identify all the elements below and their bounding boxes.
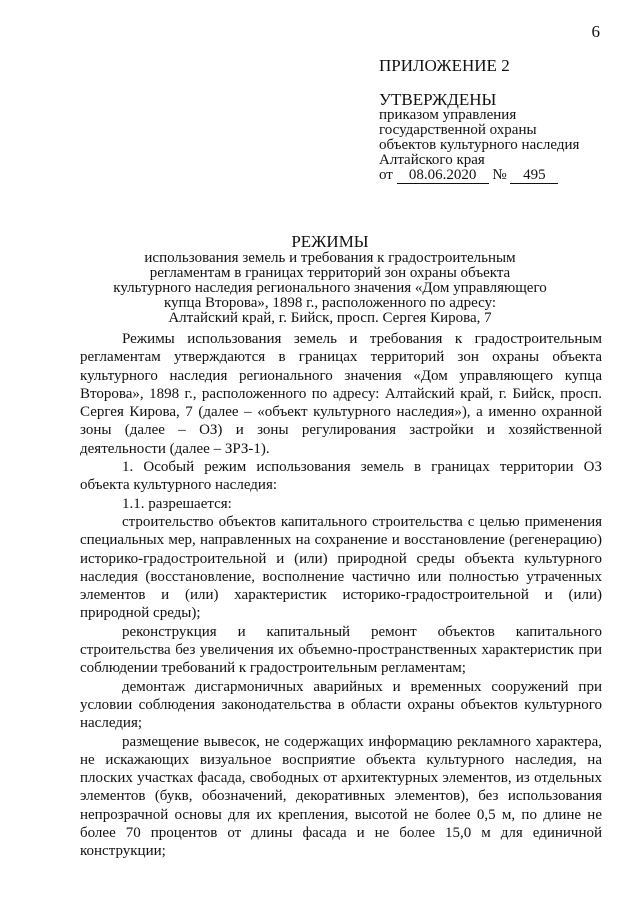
order-number: 495: [510, 168, 558, 184]
approval-block: [379, 58, 619, 184]
document-title-block: [80, 233, 580, 326]
document-title: РЕЖИМЫ: [291, 232, 369, 251]
body-paragraph: строительство объектов капитального строительства с целью применения специальных мер, направленных на сохранение и восстановление (регенерацию) историко-градостроительной и (или) природной среды объекта культурного наследия (восстановление, восполнение частично или полностью утраченных элементов и (или) характеристик историко-градостроительной и (или) природной среды);: [80, 513, 602, 622]
order-date-line: [379, 168, 619, 184]
number-sign: №: [492, 167, 507, 183]
body-paragraph: реконструкция и капитальный ремонт объектов капитального строительства без увеличения их объемно-пространственных характеристик при соблюдении требований к градостроительным регламентам;: [80, 623, 602, 677]
document-body: [80, 330, 602, 861]
approval-line: объектов культурного наследия: [379, 137, 580, 153]
subtitle-line: использования земель и требования к градостроительным: [144, 250, 516, 266]
date-prefix: от: [379, 167, 393, 183]
subtitle-line: Алтайский край, г. Бийск, просп. Сергея Кирова, 7: [168, 310, 492, 326]
body-paragraph: 1. Особый режим использования земель в границах территории ОЗ объекта культурного наследия:: [80, 459, 602, 494]
page-number: 6: [591, 22, 600, 41]
body-paragraph: Режимы использования земель и требования к градостроительным регламентам утверждаются в границах территорий зон охраны объекта культурного наследия регионального значения «Дом управляющего купца Второва», 1898 г., расположенного по адресу: Алтайский край, г. Бийск, просп. Сергея Кирова, 7 (далее – «объект культурного наследия»), а именно охранной зоны (далее – ОЗ) и зоны регулирования застройки и хозяйственной деятельности (далее – ЗРЗ-1).: [80, 331, 602, 457]
body-paragraph: 1.1. разрешается:: [122, 495, 232, 512]
body-paragraph: демонтаж дисгармоничных аварийных и временных сооружений при условии соблюдения законодательства в области охраны объектов культурного наследия;: [80, 678, 602, 732]
approval-line: государственной охраны: [379, 122, 537, 138]
approval-line: приказом управления: [379, 107, 517, 123]
subtitle-line: регламентам в границах территорий зон охраны объекта: [149, 265, 511, 281]
body-paragraph: размещение вывесок, не содержащих информацию рекламного характера, не искажающих визуальное восприятие объекта культурного наследия, на плоских участках фасада, свободных от архитектурных элементов, из отдельных элементов (букв, обозначений, декоративных элементов), без использования непрозрачной основы для их крепления, высотой не более 0,5 м, по длине не более 70 процентов от длины фасада и не более 15,0 м для единичной конструкции;: [80, 733, 602, 860]
approved-heading: УТВЕРЖДЕНЫ: [379, 90, 497, 109]
subtitle-line: купца Второва», 1898 г., расположенного по адресу:: [163, 295, 497, 311]
order-date: 08.06.2020: [397, 168, 489, 184]
approval-line: Алтайского края: [379, 152, 485, 168]
subtitle-line: культурного наследия регионального значения «Дом управляющего: [113, 280, 547, 296]
appendix-title: ПРИЛОЖЕНИЕ 2: [379, 56, 510, 75]
